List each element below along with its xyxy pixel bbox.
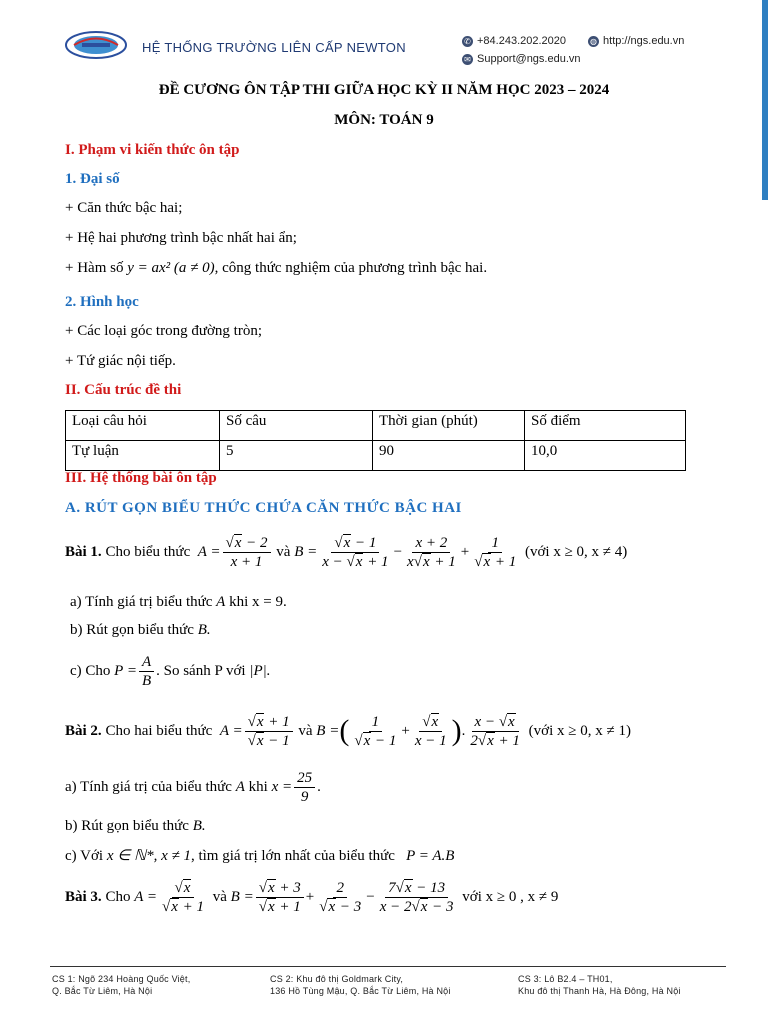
table-header-cell: Loại câu hỏi xyxy=(66,411,220,441)
algebra-item-3: + Hàm số y = ax² (a ≠ 0), công thức nghiệm của phương trình bậc hai. xyxy=(65,260,488,276)
geometry-item-2: + Tứ giác nội tiếp. xyxy=(65,353,176,369)
table-cell: 10,0 xyxy=(525,441,686,471)
email-link[interactable]: Support@ngs.edu.vn xyxy=(477,53,581,65)
brand-name: HỆ THỐNG TRƯỜNG LIÊN CẤP NEWTON xyxy=(142,40,406,55)
algebra-item-1: + Căn thức bậc hai; xyxy=(65,200,183,216)
globe-icon: ◍ xyxy=(588,36,599,47)
newton-logo xyxy=(64,30,128,60)
phone-number: +84.243.202.2020 xyxy=(477,35,567,47)
table-header-row xyxy=(66,411,686,441)
website-link[interactable]: http://ngs.edu.vn xyxy=(603,35,685,47)
section-1-heading: I. Phạm vi kiến thức ôn tập xyxy=(65,142,240,158)
bai-1-b: b) Rút gọn biểu thức B. xyxy=(70,622,211,638)
footer-campus-1: CS 1: Ngõ 234 Hoàng Quốc Việt, Q. Bắc Từ Liêm, Hà Nội xyxy=(52,974,191,996)
algebra-heading: 1. Đại số xyxy=(65,171,120,187)
algebra-item-2: + Hệ hai phương trình bậc nhất hai ẩn; xyxy=(65,230,297,246)
geometry-heading: 2. Hình học xyxy=(65,294,139,310)
document-title: ĐỀ CƯƠNG ÔN TẬP THI GIỮA HỌC KỲ II NĂM HỌC 2023 – 2024 xyxy=(158,82,610,98)
bai-2-statement: Bài 2. Cho hai biểu thức A = √ x + 1 √ x − 1 và B = ( 1 √ x − 1 + √ x x − 1 ) . x − √ x 2 √ x + 1 (với x ≥ 0, x ≠ 1) xyxy=(65,713,631,749)
quadratic-formula: y = ax² (a ≠ 0) xyxy=(127,260,215,276)
contact-info xyxy=(462,32,684,68)
table-cell: Tự luận xyxy=(66,441,220,471)
exam-structure-table xyxy=(65,410,686,471)
page-header xyxy=(62,30,742,70)
bai-1-c: c) Cho P = $\frac{A}{B}$ . So sánh P với |P|. xyxy=(70,653,271,689)
footer-campus-3: CS 3: Lô B2.4 – TH01, Khu đô thị Thanh Hà, Hà Đông, Hà Nội xyxy=(518,974,681,996)
table-header-cell: Số điểm xyxy=(525,411,686,441)
table-row xyxy=(66,441,686,471)
subject-title: MÔN: TOÁN 9 xyxy=(334,112,434,128)
side-accent xyxy=(744,0,768,1024)
table-cell: 5 xyxy=(220,441,373,471)
section-3-heading: III. Hệ thống bài ôn tập xyxy=(65,470,217,486)
part-a-heading: A. RÚT GỌN BIỂU THỨC CHỨA CĂN THỨC BẬC HAI xyxy=(65,500,462,516)
mail-icon: ✉ xyxy=(462,54,473,65)
bai-1-statement: Bài 1. Cho biểu thức A = √ x − 2 x + 1 và B = √ x − 1 x − √ x + 1 − x + 2 x √ x + 1 + 1 √ x + 1 (với x ≥ 0, x ≠ 4) xyxy=(65,534,628,570)
footer-divider xyxy=(50,966,726,967)
table-cell: 90 xyxy=(373,441,525,471)
bai-3-label: Bài 3. xyxy=(65,888,102,905)
footer-campus-2: CS 2: Khu đô thị Goldmark City, 136 Hồ Tùng Mậu, Q. Bắc Từ Liêm, Hà Nội xyxy=(270,974,451,996)
bai-2-a: a) Tính giá trị của biểu thức A khi x = $\frac{25}{9}$ . xyxy=(65,769,321,805)
table-header-cell: Số câu xyxy=(220,411,373,441)
bai-2-b: b) Rút gọn biểu thức B. xyxy=(65,818,206,834)
table-header-cell: Thời gian (phút) xyxy=(373,411,525,441)
bai-2-label: Bài 2. xyxy=(65,722,102,739)
section-2-heading: II. Cấu trúc đề thi xyxy=(65,382,182,398)
phone-icon: ✆ xyxy=(462,36,473,47)
bai-3-statement: Bài 3. Cho A = √ x √ x + 1 và B = √ x + 3 √ x + 1 + 2 √ x − 3 − 7 √ x − 13 x − 2 √ x − 3 với x ≥ 0 , x ≠ 9 xyxy=(65,879,559,915)
bai-2-c: c) Với x ∈ ℕ*, x ≠ 1, tìm giá trị lớn nhất của biểu thức P = A.B xyxy=(65,848,455,864)
bai-1-a: a) Tính giá trị biểu thức A khi x = 9. xyxy=(70,594,287,610)
geometry-item-1: + Các loại góc trong đường tròn; xyxy=(65,323,262,339)
bai-1-label: Bài 1. xyxy=(65,543,102,560)
